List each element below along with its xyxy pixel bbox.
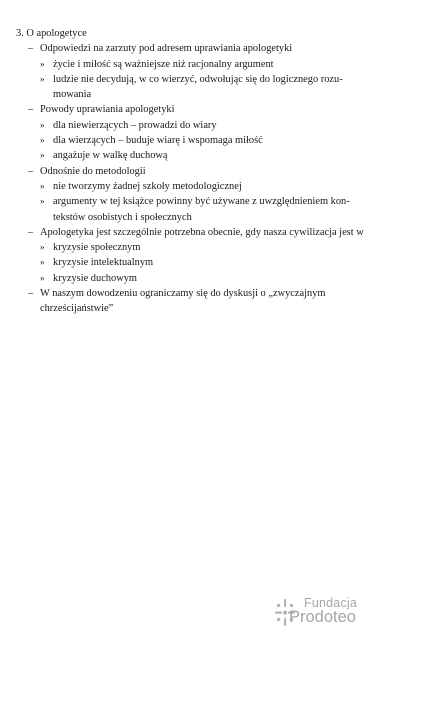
- bullet-marker: »: [40, 180, 45, 191]
- outline-subpoint-text: ludzie nie decydują, w co wierzyć, odwołując się do logicznego rozu-mowania: [53, 73, 343, 101]
- outline-point: [16, 225, 366, 240]
- bullet-marker: »: [40, 150, 45, 161]
- outline-subpoint: [16, 271, 366, 286]
- outline-subpoint: [16, 57, 366, 72]
- outline-subpoint: [16, 133, 366, 148]
- logo-text-prodoteo: Prodoteo: [289, 608, 356, 626]
- outline-point-text: Powody uprawiania apologetyki: [40, 104, 175, 116]
- section-heading: 3. O apologetyce: [16, 28, 87, 39]
- outline-subpoint-text: kryzysie społecznym: [53, 242, 141, 254]
- outline-subpoint-text: dla wierzących – buduje wiarę i wspomaga miłość: [53, 135, 263, 147]
- outline-subpoint: [16, 148, 366, 163]
- dash-marker: –: [28, 288, 34, 300]
- outline-subpoint-text: kryzysie intelektualnym: [53, 257, 154, 269]
- dash-marker: –: [28, 226, 34, 238]
- publisher-logo: [274, 596, 370, 630]
- outline-point: [16, 286, 366, 317]
- outline-subpoint: [16, 179, 366, 194]
- logo-text-fundacja: Fundacja: [304, 596, 358, 610]
- outline-point-text: Apologetyka jest szczególnie potrzebna obecnie, gdy nasza cywilizacja jest w: [40, 226, 364, 238]
- outline-subpoint-text: życie i miłość są ważniejsze niż racjonalny argument: [53, 58, 274, 70]
- dash-marker: –: [28, 104, 34, 116]
- outline-subpoint-text: kryzysie duchowym: [53, 272, 137, 284]
- outline-subpoint: [16, 118, 366, 133]
- outline-point-text: W naszym dowodzeniu ograniczamy się do dyskusji o „zwyczajnym chrześcijaństwie”: [40, 288, 326, 315]
- outline-content: [16, 26, 366, 317]
- bullet-marker: »: [40, 196, 45, 207]
- outline-subpoint-text: angażuje w walkę duchową: [53, 150, 168, 162]
- bullet-marker: »: [40, 257, 45, 268]
- outline-point: [16, 164, 366, 179]
- outline-subpoint-text: dla niewierzących – prowadzi do wiary: [53, 119, 217, 131]
- outline-point: [16, 102, 366, 117]
- bullet-marker: »: [40, 272, 45, 283]
- outline-subpoint: [16, 240, 366, 255]
- outline-subpoint: [16, 72, 366, 103]
- bullet-marker: »: [40, 242, 45, 253]
- dash-marker: –: [28, 165, 34, 177]
- outline-point: [16, 41, 366, 56]
- bullet-marker: »: [40, 58, 45, 69]
- outline-subpoint-text: nie tworzymy żadnej szkoły metodologicznej: [53, 180, 242, 192]
- outline-point-text: Odnośnie do metodologii: [40, 165, 146, 177]
- outline-subpoint: [16, 255, 366, 270]
- bullet-marker: »: [40, 135, 45, 146]
- outline-subpoint: [16, 194, 366, 225]
- outline-point-text: Odpowiedzi na zarzuty pod adresem uprawiania apologetyki: [40, 43, 293, 55]
- dash-marker: –: [28, 43, 34, 55]
- bullet-marker: »: [40, 73, 45, 84]
- bullet-marker: »: [40, 119, 45, 130]
- outline-subpoint-text: argumenty w tej książce powinny być używane z uwzględnieniem kon-tekstów osobistych i społecznych: [53, 196, 350, 223]
